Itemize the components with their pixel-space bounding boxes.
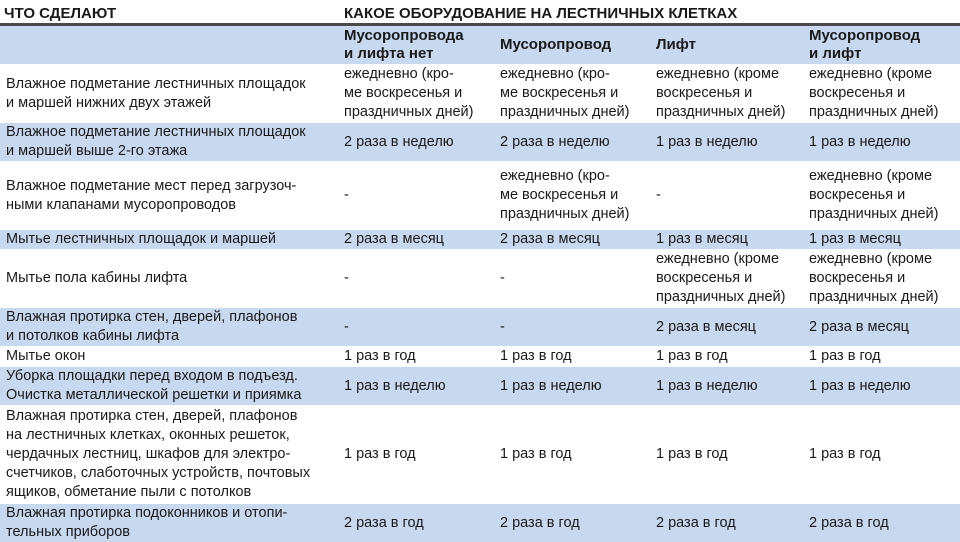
table-row (0, 504, 960, 542)
frequency-cell (803, 230, 960, 250)
frequency-line: праздничных дней) (809, 104, 938, 120)
frequency-cell (494, 230, 650, 250)
task-line: Очистка металлической решетки и приямка (6, 387, 301, 403)
task-cell (0, 65, 338, 123)
frequency-cell (494, 162, 650, 230)
table-row (0, 162, 960, 230)
frequency-line: ежедневно (кроме (809, 66, 932, 82)
frequency-line: праздничных дней) (500, 206, 629, 222)
table-row (0, 250, 960, 308)
frequency-line: 1 раз в год (500, 446, 572, 462)
frequency-cell (650, 504, 803, 542)
header-row (0, 1, 960, 25)
task-line: Уборка площадки перед входом в подъезд. (6, 368, 298, 384)
frequency-line: 2 раза в неделю (500, 134, 610, 150)
frequency-line: ежедневно (кроме (656, 66, 779, 82)
frequency-line: 1 раз в год (656, 348, 728, 364)
frequency-line: 2 раза в год (500, 515, 580, 531)
frequency-cell (494, 250, 650, 308)
frequency-cell (803, 347, 960, 367)
frequency-line: ежедневно (кроме (656, 251, 779, 267)
header-line: и лифт (809, 45, 861, 62)
frequency-cell (803, 250, 960, 308)
frequency-line: - (656, 187, 661, 203)
frequency-line: ме воскресенья и (344, 85, 462, 101)
task-line: чердачных лестниц, шкафов для электро- (6, 446, 290, 462)
header-line: и лифта нет (344, 45, 433, 62)
schedule-body (0, 65, 960, 542)
frequency-line: ежедневно (кроме (809, 168, 932, 184)
frequency-cell (338, 250, 494, 308)
frequency-line: воскресенья и (809, 187, 905, 203)
frequency-cell (494, 308, 650, 347)
frequency-line: воскресенья и (809, 270, 905, 286)
frequency-line: 2 раза в год (656, 515, 736, 531)
task-line: Влажная протирка подоконников и отопи- (6, 505, 287, 521)
frequency-line: 1 раз в год (809, 348, 881, 364)
table-row (0, 123, 960, 162)
task-line: Мытье лестничных площадок и маршей (6, 231, 276, 247)
column-header-no-equipment (338, 25, 494, 65)
blank-header-cell (0, 25, 338, 65)
frequency-cell (338, 367, 494, 406)
frequency-cell (650, 162, 803, 230)
frequency-cell (338, 123, 494, 162)
task-line: и потолков кабины лифта (6, 328, 179, 344)
frequency-line: воскресенья и (656, 85, 752, 101)
frequency-line: 1 раз в год (809, 446, 881, 462)
frequency-cell (494, 406, 650, 504)
frequency-cell (803, 504, 960, 542)
frequency-line: праздничных дней) (656, 289, 785, 305)
task-line: счетчиков, слаботочных устройств, почтовых (6, 465, 310, 481)
frequency-cell (494, 123, 650, 162)
frequency-cell (803, 123, 960, 162)
frequency-cell (650, 123, 803, 162)
frequency-line: ме воскресенья и (500, 85, 618, 101)
frequency-cell (650, 367, 803, 406)
frequency-cell (803, 367, 960, 406)
column-header-chute (494, 25, 650, 65)
frequency-cell (494, 367, 650, 406)
frequency-line: 2 раза в год (809, 515, 889, 531)
header-line: Мусоропровод (809, 27, 920, 44)
frequency-line: 1 раз в месяц (656, 231, 748, 247)
frequency-line: 1 раз в неделю (809, 134, 911, 150)
task-line: Влажная протирка стен, дверей, плафонов (6, 408, 297, 424)
task-cell (0, 406, 338, 504)
task-line: Мытье окон (6, 348, 85, 364)
equipment-header: КАКОЕ ОБОРУДОВАНИЕ НА ЛЕСТНИЧНЫХ КЛЕТКАХ (338, 1, 960, 25)
frequency-line: ежедневно (кроме (809, 251, 932, 267)
frequency-line: 2 раза в год (344, 515, 424, 531)
frequency-line: 1 раз в год (656, 446, 728, 462)
task-line: Влажное подметание лестничных площадок (6, 76, 306, 92)
frequency-line: 2 раза в месяц (344, 231, 444, 247)
frequency-line: 1 раз в год (344, 348, 416, 364)
frequency-cell (338, 406, 494, 504)
frequency-line: воскресенья и (809, 85, 905, 101)
frequency-cell (494, 504, 650, 542)
table-row (0, 308, 960, 347)
frequency-line: праздничных дней) (344, 104, 473, 120)
frequency-cell (338, 162, 494, 230)
column-header-row (0, 25, 960, 65)
frequency-line: 1 раз в год (500, 348, 572, 364)
frequency-line: 2 раза в месяц (500, 231, 600, 247)
frequency-line: - (500, 319, 505, 335)
frequency-line: ме воскресенья и (500, 187, 618, 203)
frequency-cell (338, 65, 494, 123)
frequency-cell (338, 347, 494, 367)
frequency-line: 1 раз в месяц (809, 231, 901, 247)
frequency-line: 2 раза в месяц (656, 319, 756, 335)
frequency-line: ежедневно (кро- (344, 66, 454, 82)
frequency-cell (494, 347, 650, 367)
table-row (0, 65, 960, 123)
task-cell (0, 504, 338, 542)
frequency-line: праздничных дней) (809, 289, 938, 305)
frequency-line: 2 раза в месяц (809, 319, 909, 335)
task-line: ными клапанами мусоропроводов (6, 197, 236, 213)
header-line: Мусоропровод (500, 36, 611, 53)
frequency-cell (650, 65, 803, 123)
frequency-line: 1 раз в неделю (809, 378, 911, 394)
frequency-cell (803, 406, 960, 504)
table-row (0, 347, 960, 367)
task-line: на лестничных клетках, оконных решеток, (6, 427, 290, 443)
frequency-line: праздничных дней) (809, 206, 938, 222)
table-row (0, 406, 960, 504)
table-row (0, 367, 960, 406)
task-line: Влажная протирка стен, дверей, плафонов (6, 309, 297, 325)
task-line: Влажное подметание мест перед загрузоч- (6, 178, 296, 194)
task-line: и маршей нижних двух этажей (6, 95, 211, 111)
task-cell (0, 367, 338, 406)
task-line: Влажное подметание лестничных площадок (6, 124, 306, 140)
frequency-line: - (344, 319, 349, 335)
header-line: Лифт (656, 36, 696, 53)
frequency-line: праздничных дней) (500, 104, 629, 120)
frequency-cell (338, 230, 494, 250)
task-cell (0, 250, 338, 308)
column-header-elevator (650, 25, 803, 65)
frequency-line: 1 раз в год (344, 446, 416, 462)
frequency-cell (803, 308, 960, 347)
task-line: тельных приборов (6, 524, 130, 540)
task-cell (0, 162, 338, 230)
frequency-line: 1 раз в неделю (656, 134, 758, 150)
task-cell (0, 308, 338, 347)
task-line: и маршей выше 2-го этажа (6, 143, 187, 159)
table-row (0, 230, 960, 250)
frequency-line: воскресенья и (656, 270, 752, 286)
frequency-cell (650, 250, 803, 308)
frequency-cell (338, 504, 494, 542)
task-cell (0, 230, 338, 250)
task-line: ящиков, обметание пыли с потолков (6, 484, 251, 500)
what-header: ЧТО СДЕЛАЮТ (0, 1, 338, 25)
frequency-line: - (344, 187, 349, 203)
frequency-cell (494, 65, 650, 123)
frequency-line: праздничных дней) (656, 104, 785, 120)
frequency-cell (650, 406, 803, 504)
frequency-cell (338, 308, 494, 347)
frequency-line: 1 раз в неделю (344, 378, 446, 394)
frequency-line: ежедневно (кро- (500, 66, 610, 82)
frequency-cell (650, 230, 803, 250)
frequency-line: 2 раза в неделю (344, 134, 454, 150)
frequency-line: ежедневно (кро- (500, 168, 610, 184)
frequency-line: 1 раз в неделю (500, 378, 602, 394)
task-line: Мытье пола кабины лифта (6, 270, 187, 286)
column-header-chute-and-elevator (803, 25, 960, 65)
header-line: Мусоропровода (344, 27, 464, 44)
frequency-cell (803, 162, 960, 230)
frequency-line: - (500, 270, 505, 286)
frequency-cell (650, 308, 803, 347)
frequency-cell (650, 347, 803, 367)
frequency-cell (803, 65, 960, 123)
task-cell (0, 347, 338, 367)
frequency-line: - (344, 270, 349, 286)
frequency-line: 1 раз в неделю (656, 378, 758, 394)
task-cell (0, 123, 338, 162)
